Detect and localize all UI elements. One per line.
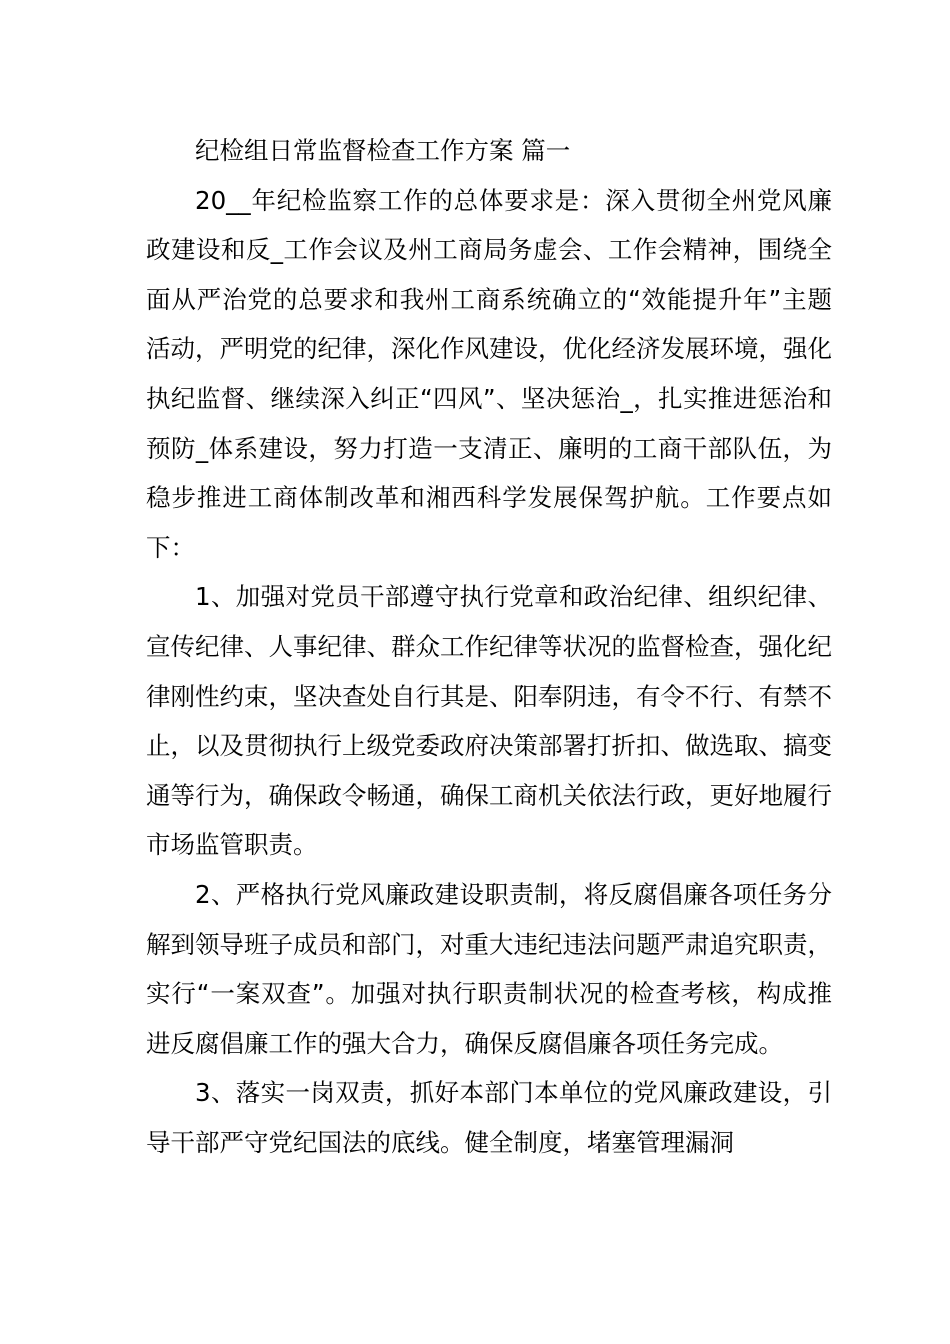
document-page	[146, 126, 832, 1167]
paragraph-intro: 20__年纪检监察工作的总体要求是：深入贯彻全州党风廉政建设和反_工作会议及州工商局务虚会、工作会精神，围绕全面从严治党的总要求和我州工商系统确立的“效能提升年”主题活动，严明党的纪律，深化作风建设，优化经济发展环境，强化执纪监督、继续深入纠正“四风”、坚决惩治_，扎实推进惩治和预防_体系建设，努力打造一支清正、廉明的工商干部队伍，为稳步推进工商体制改革和湘西科学发展保驾护航。工作要点如下：	[146, 185, 832, 562]
document-title: 纪检组日常监督检查工作方案 篇一	[195, 136, 571, 165]
paragraph-item-1: 1、加强对党员干部遵守执行党章和政治纪律、组织纪律、宣传纪律、人事纪律、群众工作纪律等状况的监督检查，强化纪律刚性约束，坚决查处自行其是、阳奉阴违，有令不行、有禁不止，以及贯彻执行上级党委政府决策部署打折扣、做选取、搞变通等行为，确保政令畅通，确保工商机关依法行政，更好地履行市场监管职责。	[146, 582, 832, 860]
paragraph-item-3: 3、落实一岗双责，抓好本部门本单位的党风廉政建设，引导干部严守党纪国法的底线。健全制度，堵塞管理漏洞	[146, 1078, 832, 1157]
paragraph-item-2: 2、严格执行党风廉政建设职责制，将反腐倡廉各项任务分解到领导班子成员和部门，对重大违纪违法问题严肃追究职责，实行“一案双查”。加强对执行职责制状况的检查考核，构成推进反腐倡廉工作的强大合力，确保反腐倡廉各项任务完成。	[146, 879, 832, 1058]
